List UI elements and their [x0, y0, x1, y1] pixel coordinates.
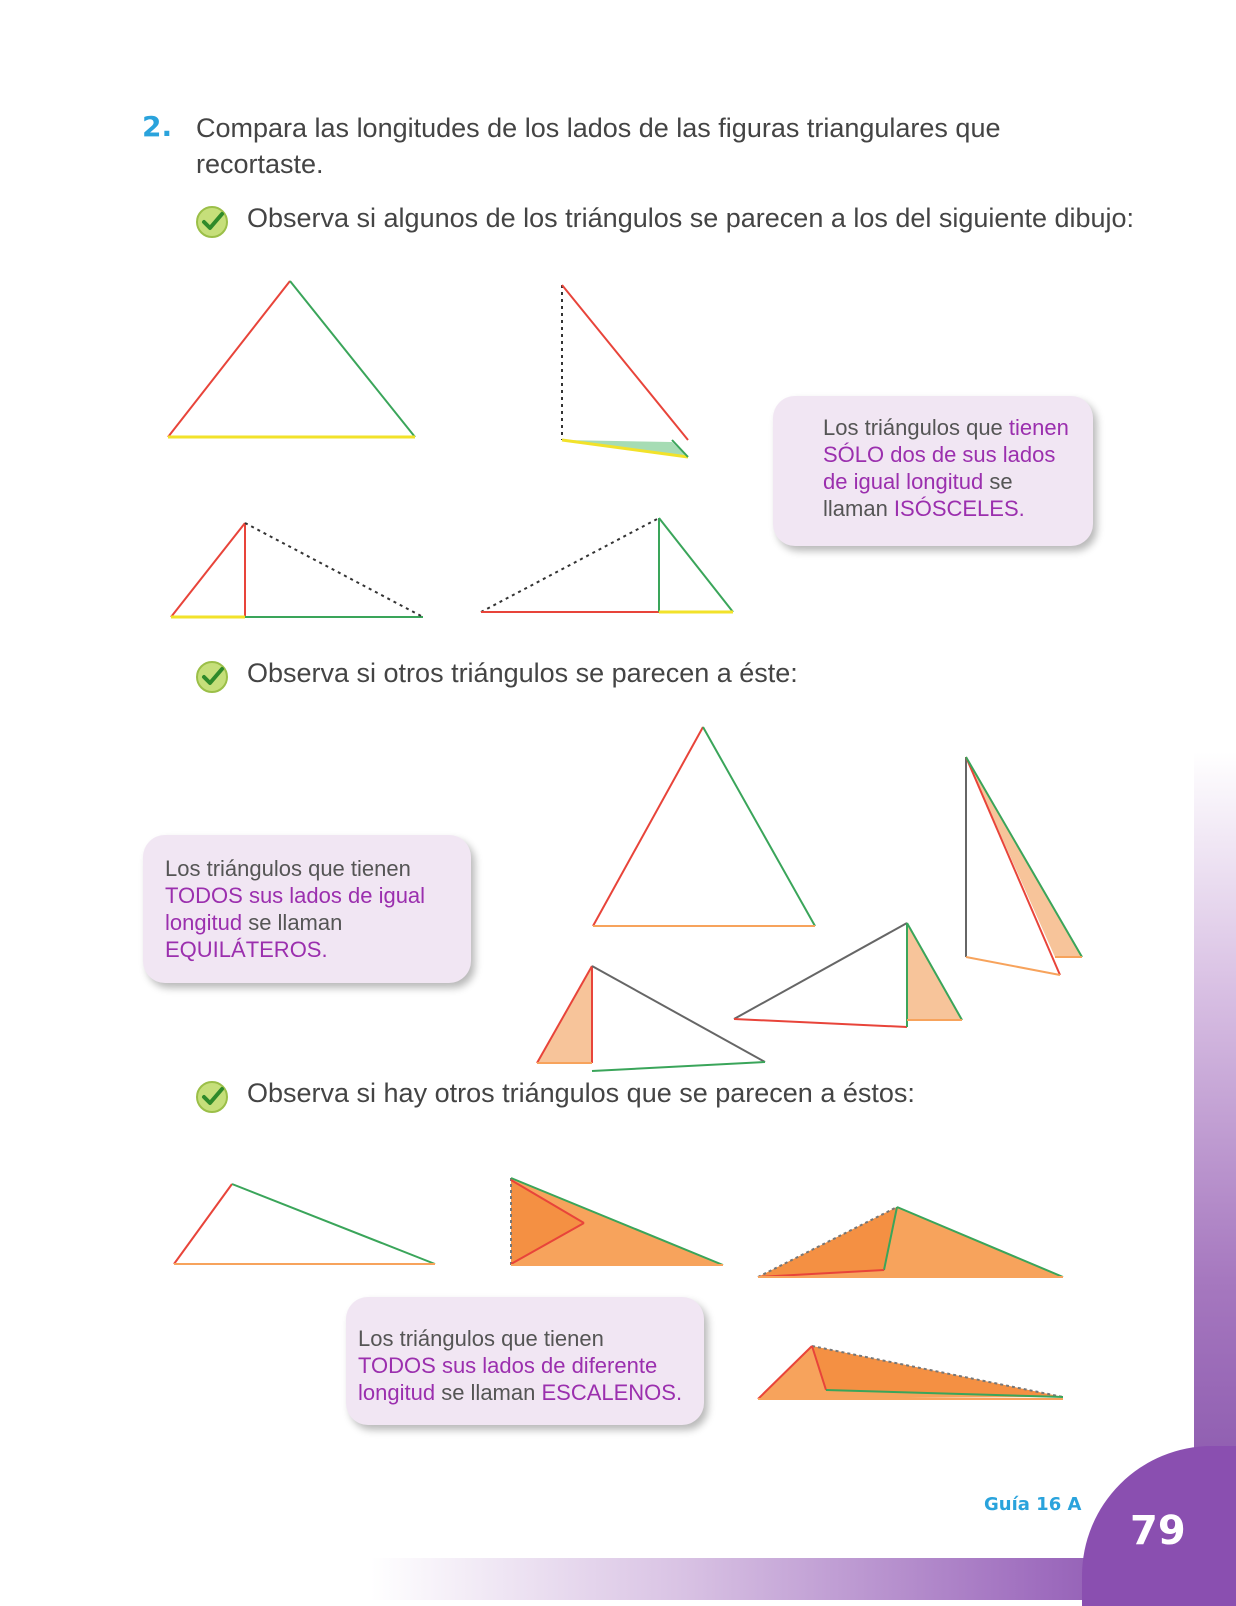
scalene-triangle-3 [758, 1207, 1063, 1277]
scalene-triangle-4 [758, 1346, 1063, 1399]
scalene-triangle-1 [174, 1184, 435, 1264]
box-text: se llaman [823, 469, 1013, 521]
folded-triangle-a [537, 966, 765, 1071]
box-text: Los triángulos que tienen [165, 856, 411, 881]
exercise-number: 2. [142, 110, 173, 143]
box-highlight: TODOS sus lados de igual longitud [165, 883, 426, 935]
box-term: ESCALENOS. [541, 1380, 683, 1405]
box-text: se llaman [242, 910, 343, 935]
box-highlight: TODOS sus lados de diferente longitud [358, 1353, 658, 1405]
guide-label: Guía 16 A [984, 1494, 1082, 1515]
box-term: EQUILÁTEROS. [165, 937, 328, 962]
isosceles-triangle-3 [171, 523, 423, 617]
bullet-text-isosceles: Observa si algunos de los triángulos se parecen a los del siguiente dibujo: [247, 203, 1135, 233]
isosceles-triangle-2 [562, 285, 688, 457]
page-number: 79 [1130, 1508, 1186, 1554]
folded-triangle-c [966, 757, 1082, 975]
isosceles-triangle-4 [481, 518, 733, 612]
bullet-text-equilateral: Observa si otros triángulos se parecen a éste: [247, 658, 798, 688]
exercise-instruction: Compara las longitudes de los lados de las figuras triangulares que recortaste. [196, 113, 1001, 179]
folded-triangle-b [734, 923, 962, 1027]
box-term: ISÓSCELES. [893, 496, 1025, 521]
box-text: se llaman [435, 1380, 542, 1405]
box-text: Los triángulos que tienen [358, 1326, 604, 1351]
isosceles-triangle-1 [168, 281, 415, 437]
equilateral-triangle [593, 727, 815, 926]
box-highlight: tienen SÓLO dos de sus lados de igual longitud [823, 415, 1069, 494]
box-text: Los triángulos que [823, 415, 1009, 440]
bullet-text-scalene: Observa si hay otros triángulos que se parecen a éstos: [247, 1078, 915, 1108]
scalene-triangle-2 [511, 1178, 723, 1265]
